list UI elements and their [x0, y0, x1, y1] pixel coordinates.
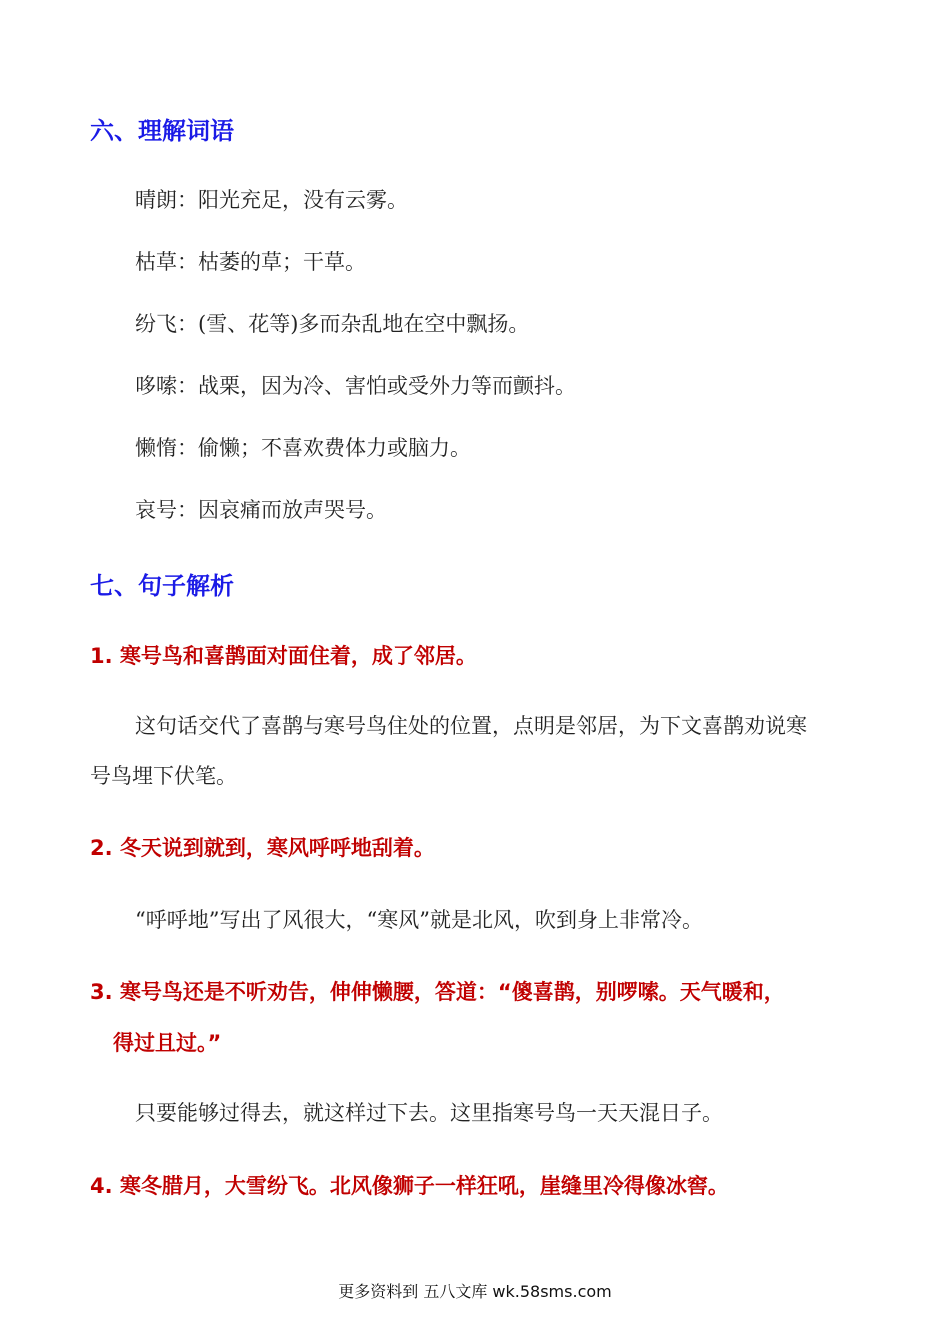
- sentence-1-heading: 1. 寒号鸟和喜鹊面对面住着，成了邻居。: [90, 644, 477, 668]
- footer-link-text[interactable]: 更多资料到 五八文库 wk.58sms.com: [338, 1282, 612, 1301]
- sentence-4-heading: 4. 寒冬腊月，大雪纷飞。北风像狮子一样狂吼，崖缝里冷得像冰窖。: [90, 1174, 729, 1198]
- definition-item: 哀号：因哀痛而放声哭号。: [135, 498, 387, 522]
- definition-item: 枯草：枯萎的草；干草。: [135, 250, 366, 274]
- sentence-3-heading-line2: 得过且过。”: [113, 1031, 222, 1055]
- sentence-3-analysis: 只要能够过得去，就这样过下去。这里指寒号鸟一天天混日子。: [135, 1101, 723, 1125]
- sentence-3-heading-line1: 3. 寒号鸟还是不听劝告，伸伸懒腰，答道：“傻喜鹊，别啰嗦。天气暖和，: [90, 980, 785, 1004]
- sentence-1-analysis-line1: 这句话交代了喜鹊与寒号鸟住处的位置，点明是邻居，为下文喜鹊劝说寒: [135, 714, 807, 738]
- definition-item: 晴朗：阳光充足，没有云雾。: [135, 188, 408, 212]
- section-7-title: 七、句子解析: [90, 572, 234, 600]
- sentence-2-analysis: “呼呼地”写出了风很大，“寒风”就是北风，吹到身上非常冷。: [135, 908, 703, 932]
- definition-item: 懒惰：偷懒；不喜欢费体力或脑力。: [135, 436, 471, 460]
- definition-item: 哆嗦：战栗，因为冷、害怕或受外力等而颤抖。: [135, 374, 576, 398]
- sentence-2-heading: 2. 冬天说到就到，寒风呼呼地刮着。: [90, 836, 435, 860]
- definition-item: 纷飞：(雪、花等)多而杂乱地在空中飘扬。: [135, 312, 530, 336]
- sentence-1-analysis-line2: 号鸟埋下伏笔。: [90, 764, 237, 788]
- section-6-title: 六、理解词语: [90, 117, 234, 145]
